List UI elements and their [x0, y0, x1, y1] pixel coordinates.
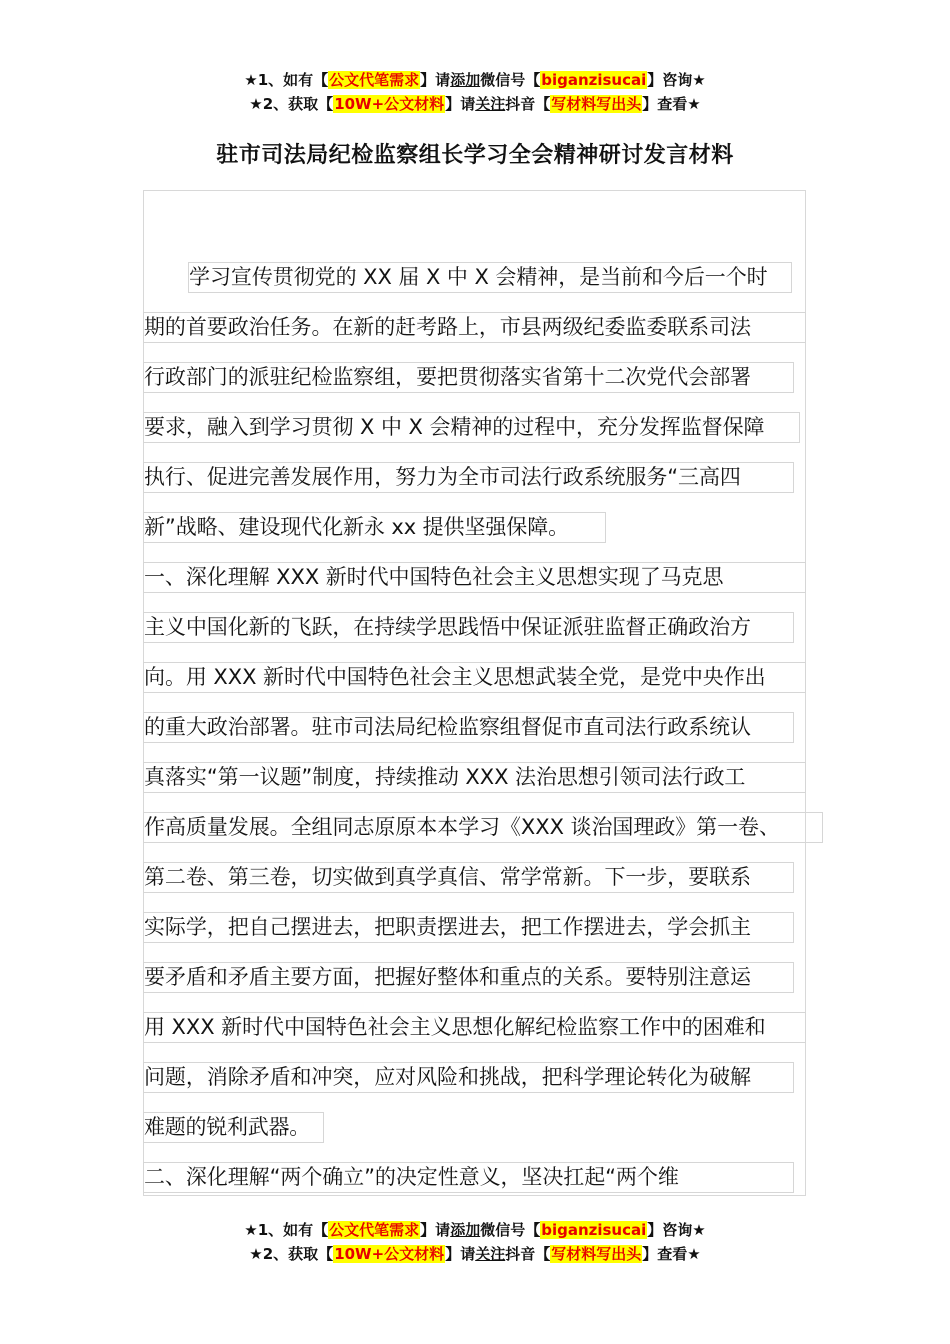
promo-highlight: 公文代笔需求: [329, 1221, 420, 1239]
text-line: 学习宣传贯彻党的 XX 届 X 中 X 会精神，是当前和今后一个时: [188, 262, 792, 293]
promo-text: 】查看★: [642, 1245, 701, 1263]
document-title: 驻市司法局纪检监察组长学习全会精神研讨发言材料: [216, 143, 734, 168]
promo-highlight: 10W+公文材料: [334, 1245, 445, 1263]
promo-line-2: [0, 92, 950, 116]
promo-text: ★1、如有【: [244, 1221, 329, 1239]
promo-banner-bottom: [0, 1218, 950, 1266]
text-line: 真落实“第一议题”制度，持续推动 XXX 法治思想引领司法行政工: [143, 762, 806, 793]
promo-text: 抖音【: [505, 1245, 551, 1263]
text-line: 行政部门的派驻纪检监察组，要把贯彻落实省第十二次党代会部署: [143, 362, 794, 393]
promo-underlined-text: 添加: [450, 1221, 481, 1239]
text-line: 执行、促进完善发展作用，努力为全市司法行政系统服务“三高四: [143, 462, 794, 493]
promo-line-2: [0, 1242, 950, 1266]
promo-highlight: 公文代笔需求: [329, 71, 420, 89]
promo-underlined-text: 关注: [475, 1245, 506, 1263]
promo-text: 】请: [445, 95, 476, 113]
promo-line-1: [0, 1218, 950, 1242]
text-line: 作高质量发展。全组同志原原本本学习《XXX 谈治国理政》第一卷、: [143, 812, 823, 843]
douyin-account-highlight: 写材料写出头: [551, 95, 642, 113]
text-line: 主义中国化新的飞跃，在持续学思践悟中保证派驻监督正确政治方: [143, 612, 794, 643]
text-line: 要矛盾和矛盾主要方面，把握好整体和重点的关系。要特别注意运: [143, 962, 794, 993]
promo-text: ★2、获取【: [249, 1245, 334, 1263]
text-line: 问题，消除矛盾和冲突，应对风险和挑战，把科学理论转化为破解: [143, 1062, 794, 1093]
promo-text: 微信号【: [480, 71, 541, 89]
promo-text: ★1、如有【: [244, 71, 329, 89]
promo-text: 】咨询★: [647, 1221, 706, 1239]
text-line: 期的首要政治任务。在新的赶考路上，市县两级纪委监委联系司法: [143, 312, 806, 343]
promo-underlined-text: 添加: [450, 71, 481, 89]
promo-text: 抖音【: [505, 95, 551, 113]
promo-underlined-text: 关注: [475, 95, 506, 113]
promo-text: 】请: [420, 71, 451, 89]
text-line: 的重大政治部署。驻市司法局纪检监察组督促市直司法行政系统认: [143, 712, 794, 743]
text-line: 要求，融入到学习贯彻 X 中 X 会精神的过程中，充分发挥监督保障: [143, 412, 800, 443]
wechat-id-highlight: biganzisucai: [541, 1221, 647, 1239]
promo-line-1: [0, 68, 950, 92]
promo-text: 】咨询★: [647, 71, 706, 89]
douyin-account-highlight: 写材料写出头: [551, 1245, 642, 1263]
wechat-id-highlight: biganzisucai: [541, 71, 647, 89]
promo-text: 】查看★: [642, 95, 701, 113]
promo-text: ★2、获取【: [249, 95, 334, 113]
text-line: 一、深化理解 XXX 新时代中国特色社会主义思想实现了马克思: [143, 562, 806, 593]
text-line: 难题的锐利武器。: [143, 1112, 324, 1143]
promo-text: 】请: [420, 1221, 451, 1239]
text-line: 新”战略、建设现代化新永 xx 提供坚强保障。: [143, 512, 606, 543]
text-line: 第二卷、第三卷，切实做到真学真信、常学常新。下一步，要联系: [143, 862, 794, 893]
text-line: 用 XXX 新时代中国特色社会主义思想化解纪检监察工作中的困难和: [143, 1012, 806, 1043]
text-line: 实际学，把自己摆进去，把职责摆进去，把工作摆进去，学会抓主: [143, 912, 794, 943]
text-line: 向。用 XXX 新时代中国特色社会主义思想武装全党，是党中央作出: [143, 662, 806, 693]
promo-text: 微信号【: [480, 1221, 541, 1239]
promo-text: 】请: [445, 1245, 476, 1263]
promo-banner-top: [0, 68, 950, 116]
text-line: 二、深化理解“两个确立”的决定性意义，坚决扛起“两个维: [143, 1162, 794, 1193]
promo-highlight: 10W+公文材料: [334, 95, 445, 113]
